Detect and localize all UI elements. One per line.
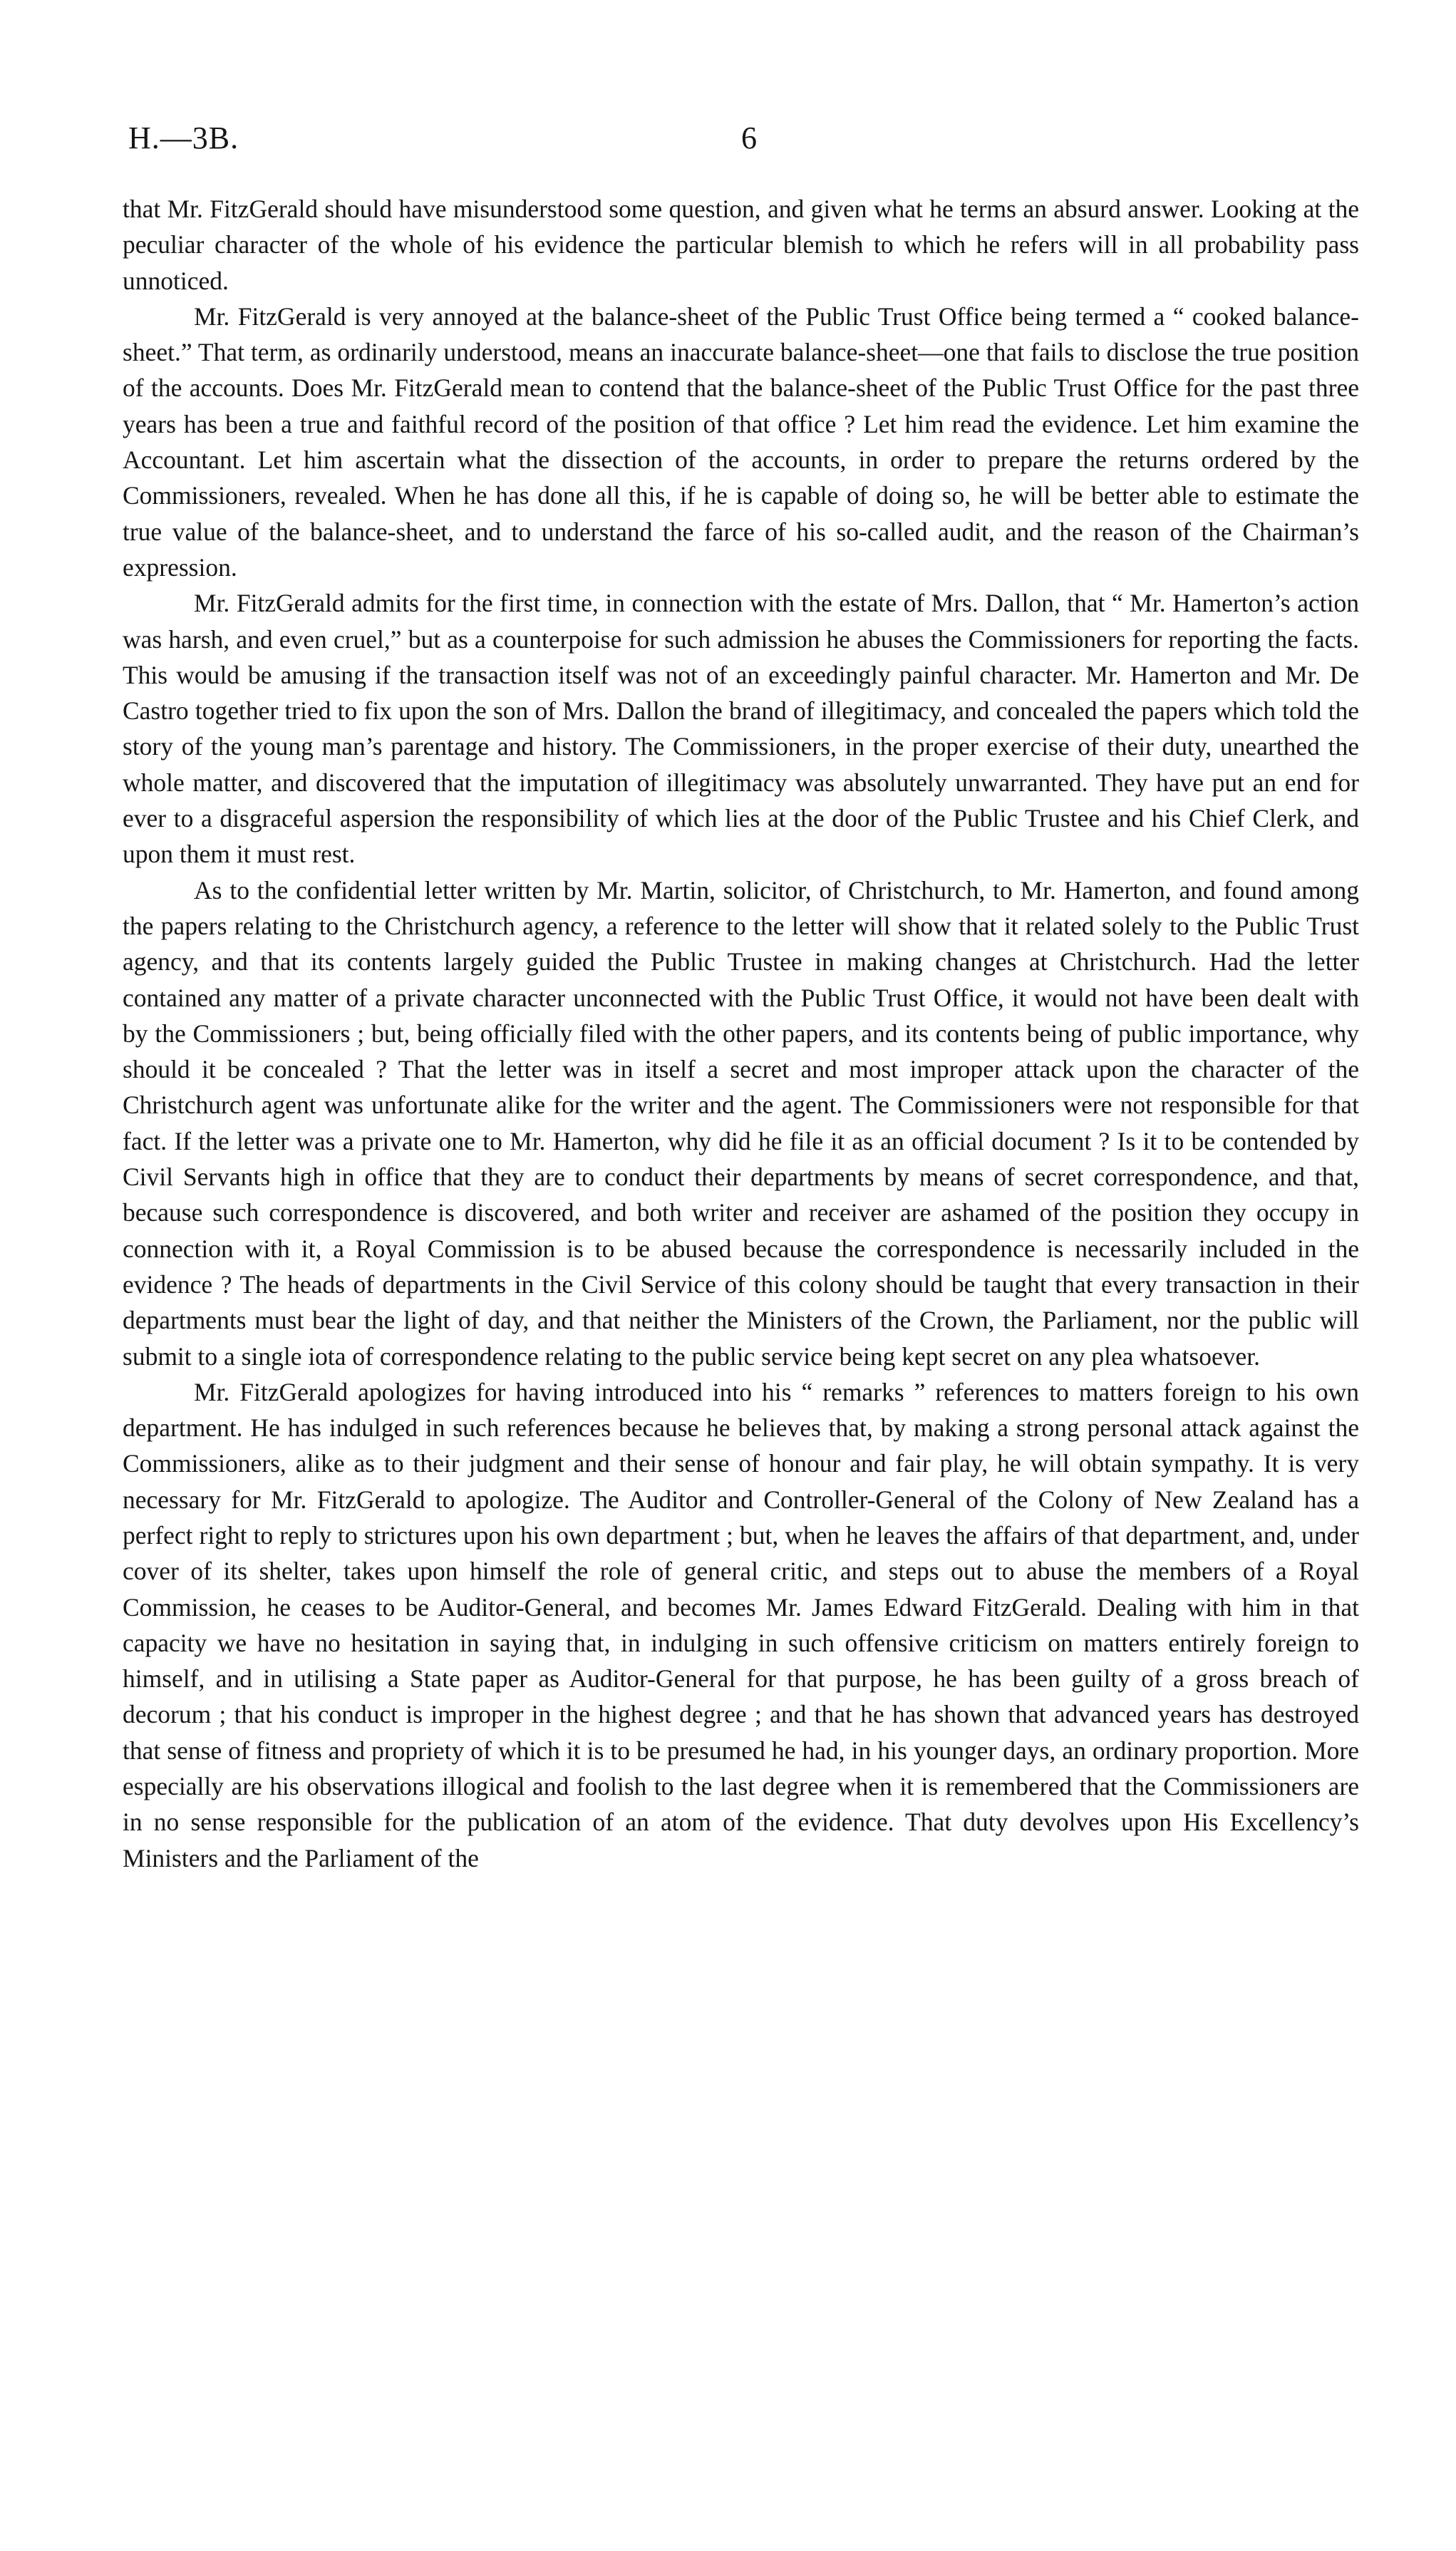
page-header: [128, 120, 1361, 163]
body-text: [123, 191, 1359, 1876]
document-code: H.—3B.: [128, 120, 239, 155]
paragraph: that Mr. FitzGerald should have misunderstood some question, and given what he terms an absurd answer. Looking at the peculiar character of the whole of his evidence the particular blemish to which he refers will in all probability pass unnoticed.: [123, 195, 1359, 295]
page-number: 6: [741, 120, 757, 155]
paragraph: As to the confidential letter written by Mr. Martin, solicitor, of Christchurch, to Mr. Hamerton, and found among the papers relating to the Christchurch agency, a reference to the letter will show that it related solely to the Public Trust agency, and that its contents largely guided the Public Trustee in making changes at Christchurch. Had the letter contained any matter of a private character unconnected with the Public Trust Office, it would not have been dealt with by the Commissioners ; but, being officially filed with the other papers, and its contents being of public importance, why should it be concealed ? That the letter was in itself a secret and most improper attack upon the character of the Christchurch agent was unfortunate alike for the writer and the agent. The Commissioners were not responsible for that fact. If the letter was a private one to Mr. Hamerton, why did he file it as an official document ? Is it to be contended by Civil Servants high in office that they are to conduct their departments by means of secret correspondence, and that, because such correspondence is discovered, and both writer and receiver are ashamed of the position they occupy in connection with it, a Royal Commission is to be abused because the correspondence is necessarily included in the evidence ? The heads of departments in the Civil Service of this colony should be taught that every transaction in their departments must bear the light of day, and that neither the Ministers of the Crown, the Parliament, nor the public will submit to a single iota of correspondence relating to the public service being kept secret on any plea whatsoever.: [123, 875, 1359, 1371]
paragraph: Mr. FitzGerald admits for the first time, in connection with the estate of Mrs. Dallon, that “ Mr. Hamerton’s action was harsh, and even cruel,” but as a counterpoise for such admission he abuses the Commissioners for reporting the facts. This would be amusing if the transaction itself was not of an exceedingly painful character. Mr. Hamerton and Mr. De Castro together tried to fix upon the son of Mrs. Dallon the brand of illegitimacy, and concealed the papers which told the story of the young man’s parentage and history. The Commissioners, in the proper exercise of their duty, unearthed the whole matter, and discovered that the imputation of illegitimacy was absolutely unwarranted. They have put an end for ever to a disgraceful aspersion the responsibility of which lies at the door of the Public Trustee and his Chief Clerk, and upon them it must rest.: [123, 589, 1359, 869]
paragraph: Mr. FitzGerald apologizes for having introduced into his “ remarks ” references to matters foreign to his own department. He has indulged in such references because he believes that, by making a strong personal attack against the Commissioners, alike as to their judgment and their sense of honour and fair play, he will obtain sympathy. It is very necessary for Mr. FitzGerald to apologize. The Auditor and Controller-General of the Colony of New Zealand has a perfect right to reply to strictures upon his own department ; but, when he leaves the affairs of that department, and, under cover of its shelter, takes upon himself the role of general critic, and steps out to abuse the members of a Royal Commission, he ceases to be Auditor-General, and becomes Mr. James Edward FitzGerald. Dealing with him in that capacity we have no hesitation in saying that, in indulging in such offensive criticism on matters entirely foreign to himself, and in utilising a State paper as Auditor-General for that purpose, he has been guilty of a gross breach of decorum ; that his conduct is improper in the highest degree ; and that he has shown that advanced years has destroyed that sense of fitness and propriety of which it is to be presumed he had, in his younger days, an ordinary proportion. More especially are his observations illogical and foolish to the last degree when it is remembered that the Commissioners are in no sense responsible for the publication of an atom of the evidence. That duty devolves upon His Excellency’s Ministers and the Parliament of the: [123, 1377, 1359, 1872]
paragraph: Mr. FitzGerald is very annoyed at the balance-sheet of the Public Trust Office being termed a “ cooked balance-sheet.” That term, as ordinarily understood, means an inaccurate balance-sheet—one that fails to disclose the true position of the accounts. Does Mr. FitzGerald mean to contend that the balance-sheet of the Public Trust Office for the past three years has been a true and faithful record of the position of that office ? Let him read the evidence. Let him examine the Accountant. Let him ascertain what the dissection of the accounts, in order to prepare the returns ordered by the Commissioners, revealed. When he has done all this, if he is capable of doing so, he will be better able to estimate the true value of the balance-sheet, and to understand the farce of his so-called audit, and the reason of the Chairman’s expression.: [123, 302, 1359, 582]
